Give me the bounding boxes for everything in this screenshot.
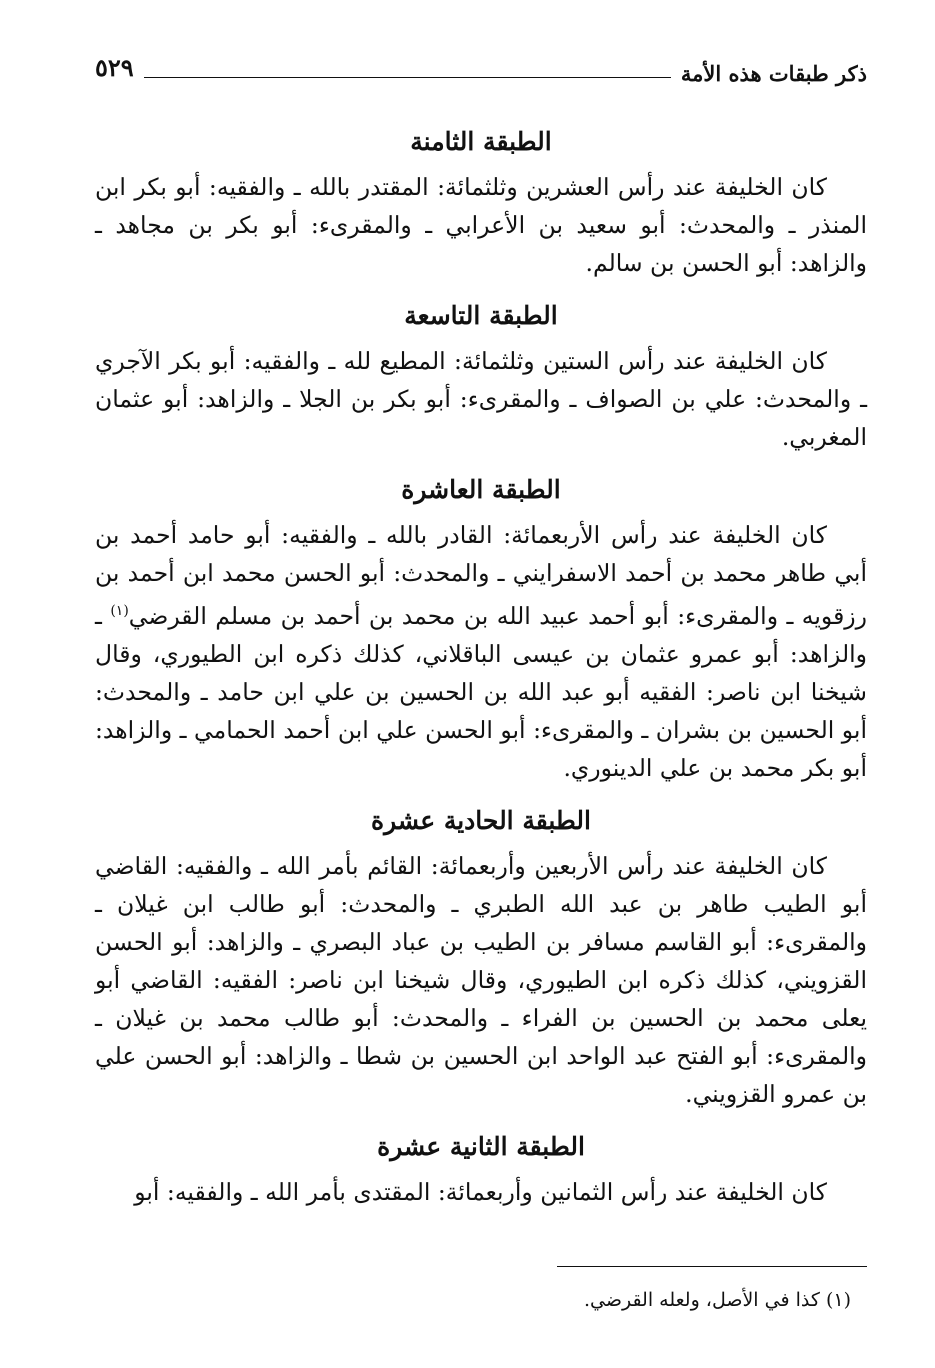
section-paragraph: كان الخليفة عند رأس الثمانين وأربعمائة: المقتدى بأمر الله ـ والفقيه: أبو <box>134 1177 827 1206</box>
header-rule <box>144 77 671 78</box>
footnote-separator <box>557 1266 867 1267</box>
footnote-text: كذا في الأصل، ولعله القرضي. <box>583 1289 820 1311</box>
running-header <box>95 44 867 84</box>
running-title: ذكر طبقات هذه الأمة <box>680 61 867 86</box>
paragraph-text: ـ والزاهد: أبو عمرو عثمان بن عيسى الباقلاني، كذلك ذكره ابن الطيوري، وقال شيخنا ابن ناصر: الفقيه أبو عبد الله بن الحسين بن علي ابن حامد ـ والمحدث: أبو الحسين بن بشران ـ والمقرىء: أبو الحسن علي ابن أحمد الحمامي ـ والزاهد: أبو بكر محمد بن علي الدينوري. <box>95 601 867 782</box>
section-paragraph <box>95 516 867 787</box>
section-title: الطبقة العاشرة <box>401 475 561 504</box>
section-paragraph: كان الخليفة عند رأس الستين وثلثمائة: المطيع لله ـ والفقيه: أبو بكر الآجري ـ والمحدث: علي بن الصواف ـ والمقرىء: أبو بكر بن الجلا ـ والزاهد: أبو عثمان المغربي. <box>95 347 867 451</box>
section-title: الطبقة الثانية عشرة <box>377 1131 585 1161</box>
section-paragraph: كان الخليفة عند رأس الأربعين وأربعمائة: القائم بأمر الله ـ والفقيه: القاضي أبو الطيب طاهر بن عبد الله الطبري ـ والمحدث: أبو طالب ابن غيلان ـ والمقرىء: أبو القاسم مسافر بن الطيب بن عباد البصري ـ والزاهد: أبو الحسن القزويني، كذلك ذكره ابن الطيوري، وقال شيخنا ابن ناصر: الفقيه: القاضي أبو يعلى محمد بن الحسين بن الفراء ـ والمحدث: أبو طالب محمد بن غيلان ـ والمقرىء: أبو الفتح عبد الواحد ابن الحسين بن شطا ـ والزاهد: أبو الحسن علي بن عمرو القزويني. <box>95 851 867 1108</box>
page-number: ٥٢٩ <box>95 53 134 82</box>
paragraph-text: كان الخليفة عند رأس الأربعمائة: القادر بالله ـ والفقيه: أبو حامد أحمد بن أبي طاهر محمد بن أحمد الاسفرايني ـ والمحدث: أبو الحسن محمد ابن أحمد بن رزقويه ـ والمقرىء: أبو أحمد عبيد الله بن محمد بن أحمد بن مسلم القرضي <box>95 521 867 630</box>
footnote-reference[interactable]: (١) <box>110 603 129 619</box>
footnote-mark: (١) <box>825 1289 851 1311</box>
footnote <box>584 1286 851 1314</box>
section-title: الطبقة الحادية عشرة <box>371 805 591 835</box>
section-title: الطبقة التاسعة <box>404 301 558 330</box>
section-title: الطبقة الثامنة <box>410 127 552 156</box>
main-text <box>95 118 867 1211</box>
section-paragraph: كان الخليفة عند رأس العشرين وثلثمائة: المقتدر بالله ـ والفقيه: أبو بكر ابن المنذر ـ والمحدث: أبو سعيد بن الأعرابي ـ والمقرىء: أبو بكر بن مجاهد ـ والزاهد: أبو الحسن بن سالم. <box>95 173 867 277</box>
